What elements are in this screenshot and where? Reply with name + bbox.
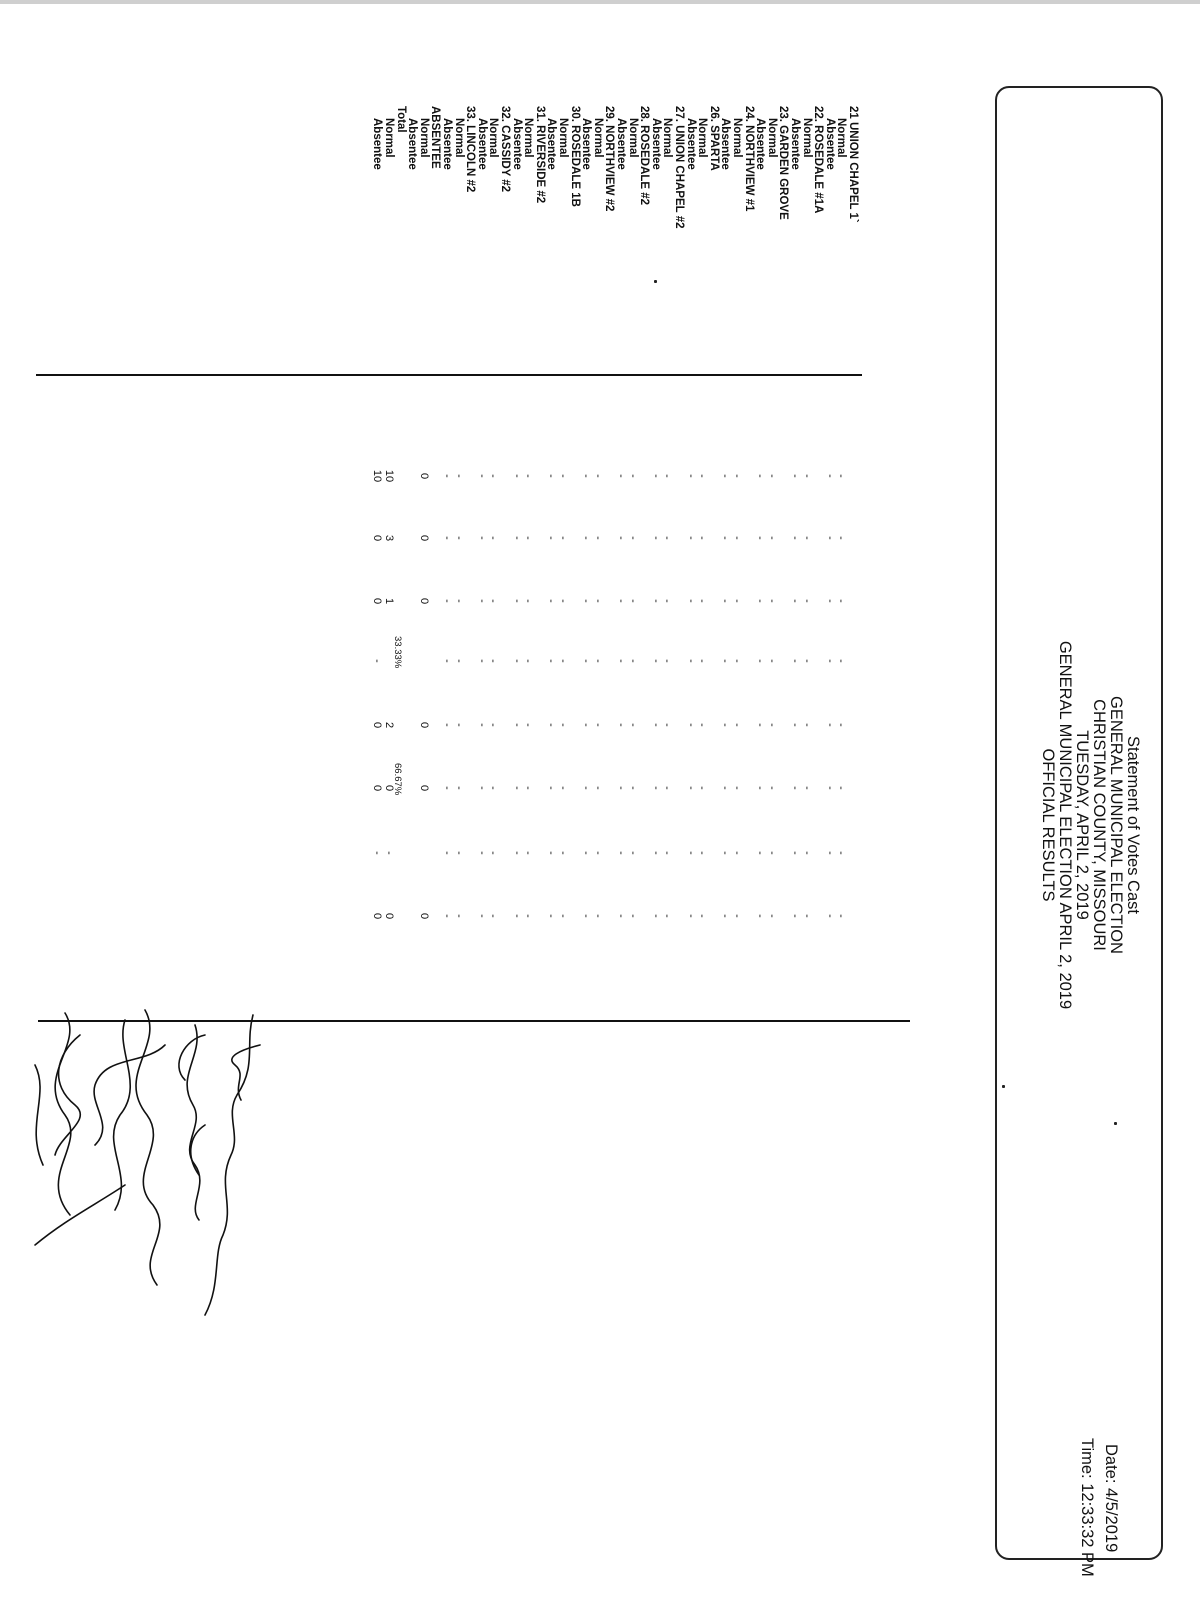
vote-count-cell: - <box>765 914 778 918</box>
report-title-block <box>1039 88 1141 1562</box>
vote-count-cell: - <box>557 786 569 790</box>
vote-count-cell: - <box>580 786 593 790</box>
vote-count-cell: - <box>557 536 569 540</box>
vote-count-cell: - <box>765 599 778 603</box>
vote-count-cell: - <box>835 536 848 540</box>
vote-count-cell: - <box>789 474 801 478</box>
vote-count-cell: - <box>754 599 767 603</box>
vote-count-cell: - <box>835 723 848 727</box>
vote-count-cell: - <box>754 536 767 540</box>
vote-count-cell: - <box>696 786 709 790</box>
vote-count-cell: - <box>452 723 465 727</box>
precinct-name: 32. CASSIDY #2 <box>499 106 511 193</box>
vote-count-cell: - <box>684 536 697 540</box>
vote-type-label: Normal <box>522 118 535 158</box>
vote-count-cell: - <box>789 599 801 603</box>
vote-type-label: Normal <box>696 118 709 158</box>
vote-count-cell: - <box>684 851 697 855</box>
vote-count-cell: 0 <box>417 597 430 605</box>
vote-count-cell: - <box>684 723 697 727</box>
vote-count-cell: 0 <box>383 784 395 792</box>
vote-type-label: Normal <box>487 118 500 158</box>
vote-count-cell: - <box>591 786 604 790</box>
vote-count-cell: - <box>591 599 604 603</box>
vote-count-cell: - <box>800 599 813 603</box>
vote-count-cell: - <box>510 851 523 855</box>
vote-count-cell: - <box>649 536 662 540</box>
precinct-name: 33. LINCOLN #2 <box>464 106 477 193</box>
vote-count-cell: - <box>487 659 500 663</box>
vote-count-cell: - <box>661 599 674 603</box>
vote-count-cell: - <box>545 786 558 790</box>
vote-count-cell: - <box>626 786 639 790</box>
vote-count-cell: 0 <box>383 912 395 920</box>
vote-type-label: Normal <box>452 118 465 158</box>
report-header <box>995 86 1163 1577</box>
vote-type-label: Normal <box>383 118 395 158</box>
scan-speck <box>1002 1085 1005 1088</box>
vote-count-cell: - <box>580 914 593 918</box>
vote-count-cell: - <box>754 474 767 478</box>
vote-count-cell: - <box>835 786 848 790</box>
vote-count-cell: - <box>591 851 604 855</box>
vote-count-cell: - <box>615 851 627 855</box>
vote-type-label: Normal <box>557 118 569 158</box>
vote-count-cell: - <box>615 786 627 790</box>
vote-count-cell: - <box>696 599 709 603</box>
vote-count-cell: - <box>789 659 801 663</box>
vote-count-cell: - <box>510 599 523 603</box>
vote-count-cell: - <box>800 851 813 855</box>
vote-count-cell: - <box>731 659 743 663</box>
vote-count-cell: - <box>591 474 604 478</box>
vote-count-cell: 10 <box>383 469 395 483</box>
vote-count-cell: - <box>823 536 836 540</box>
vote-count-cell: - <box>649 851 662 855</box>
vote-count-cell: - <box>789 914 801 918</box>
vote-count-cell: - <box>719 914 732 918</box>
vote-count-cell: - <box>441 659 453 663</box>
vote-count-cell: - <box>510 914 523 918</box>
vote-count-cell: - <box>522 536 535 540</box>
vote-count-cell: - <box>510 659 523 663</box>
column-header-rule <box>36 374 862 376</box>
vote-count-cell: - <box>765 536 778 540</box>
vote-type-label: Absentee <box>545 118 558 170</box>
vote-count-cell: - <box>615 659 627 663</box>
vote-count-cell: - <box>719 723 732 727</box>
vote-count-cell: - <box>765 786 778 790</box>
vote-count-cell: - <box>823 723 836 727</box>
vote-count-cell: - <box>487 599 500 603</box>
vote-count-cell: 0 <box>371 784 384 792</box>
vote-type-label: Absentee <box>649 118 662 170</box>
precinct-name: 29. NORTHVIEW #2 <box>603 106 616 212</box>
vote-count-cell: - <box>510 723 523 727</box>
vote-count-cell: 0 <box>417 534 430 542</box>
vote-type-label: Normal <box>765 118 778 158</box>
vote-count-cell: - <box>835 474 848 478</box>
vote-count-cell: - <box>522 851 535 855</box>
vote-type-label: Absentee <box>823 118 836 170</box>
vote-count-cell: - <box>591 914 604 918</box>
vote-count-cell: - <box>475 659 488 663</box>
scan-speck <box>654 280 657 283</box>
vote-count-cell: - <box>684 474 697 478</box>
vote-count-cell: - <box>441 786 453 790</box>
vote-count-cell: - <box>545 851 558 855</box>
precinct-name: 24. NORTHVIEW #1 <box>742 106 755 212</box>
vote-count-cell: - <box>580 599 593 603</box>
vote-count-cell: - <box>510 786 523 790</box>
vote-count-cell: - <box>765 659 778 663</box>
precinct-name: 21 UNION CHAPEL 1` <box>847 106 859 223</box>
vote-count-cell: - <box>591 659 604 663</box>
vote-count-cell: - <box>800 474 813 478</box>
vote-count-cell: - <box>765 723 778 727</box>
vote-count-cell: - <box>615 474 627 478</box>
vote-count-cell: - <box>522 599 535 603</box>
vote-count-cell: - <box>626 851 639 855</box>
vote-count-cell: - <box>545 536 558 540</box>
vote-count-cell: - <box>696 914 709 918</box>
vote-count-cell: - <box>731 599 743 603</box>
vote-count-cell: - <box>522 786 535 790</box>
official-signatures <box>15 1005 265 1365</box>
vote-count-cell: - <box>522 723 535 727</box>
vote-type-label: Normal <box>417 118 430 158</box>
vote-type-label: Absentee <box>789 118 801 170</box>
precinct-name: 31. RIVERSIDE #2 <box>533 106 546 204</box>
vote-count-cell: - <box>661 851 674 855</box>
vote-type-label: Absentee <box>510 118 523 170</box>
vote-count-cell: - <box>696 851 709 855</box>
vote-count-cell: - <box>719 659 732 663</box>
vote-count-cell: - <box>684 599 697 603</box>
vote-count-cell: - <box>649 474 662 478</box>
vote-count-cell: - <box>522 659 535 663</box>
vote-count-cell: - <box>615 536 627 540</box>
vote-count-cell: - <box>765 474 778 478</box>
vote-count-cell: - <box>696 474 709 478</box>
vote-count-cell: - <box>452 914 465 918</box>
vote-count-cell: - <box>661 786 674 790</box>
vote-count-cell: - <box>580 659 593 663</box>
vote-count-cell: - <box>696 723 709 727</box>
vote-count-cell: - <box>475 851 488 855</box>
vote-count-cell: - <box>487 536 500 540</box>
vote-count-cell: - <box>823 786 836 790</box>
vote-count-cell: - <box>441 723 453 727</box>
vote-count-cell: - <box>823 474 836 478</box>
vote-count-cell: - <box>754 659 767 663</box>
vote-count-cell: - <box>452 474 465 478</box>
vote-count-cell: - <box>510 536 523 540</box>
vote-count-cell: - <box>580 536 593 540</box>
vote-count-cell: - <box>591 723 604 727</box>
vote-count-cell: - <box>557 599 569 603</box>
vote-count-cell: - <box>731 851 743 855</box>
vote-count-cell: - <box>649 786 662 790</box>
vote-count-cell: 0 <box>371 534 384 542</box>
vote-count-cell: - <box>661 914 674 918</box>
vote-type-label: Normal <box>731 118 743 158</box>
vote-count-cell: - <box>789 723 801 727</box>
vote-type-label: Normal <box>800 118 813 158</box>
title-line: GENERAL MUNICIPAL ELECTION <box>1107 696 1125 954</box>
vote-count-cell: - <box>765 851 778 855</box>
vote-count-cell: - <box>475 599 488 603</box>
vote-count-cell: - <box>754 723 767 727</box>
vote-count-cell: - <box>800 786 813 790</box>
vote-count-cell: - <box>800 914 813 918</box>
vote-count-cell: - <box>661 659 674 663</box>
vote-count-cell: - <box>545 659 558 663</box>
vote-count-cell: - <box>719 599 732 603</box>
vote-count-cell: 0 <box>417 784 430 792</box>
vote-type-label: Absentee <box>371 118 384 170</box>
vote-count-cell: - <box>626 536 639 540</box>
vote-count-cell: - <box>731 914 743 918</box>
vote-count-cell: - <box>475 536 488 540</box>
vote-count-cell: - <box>371 659 384 663</box>
vote-count-cell: - <box>441 599 453 603</box>
vote-count-cell: - <box>557 723 569 727</box>
precinct-name: 28. ROSEDALE #2 <box>638 106 651 206</box>
vote-count-cell: - <box>754 786 767 790</box>
vote-count-cell: - <box>510 474 523 478</box>
vote-count-cell: - <box>487 786 500 790</box>
title-line: GENERAL MUNICIPAL ELECTION APRIL 2, 2019 <box>1056 640 1074 1010</box>
vote-count-cell: - <box>475 786 488 790</box>
vote-count-cell: - <box>823 659 836 663</box>
vote-count-cell: - <box>661 723 674 727</box>
vote-count-cell: - <box>383 851 395 855</box>
vote-count-cell: - <box>754 914 767 918</box>
vote-count-cell: 0 <box>417 912 430 920</box>
vote-count-cell: - <box>545 914 558 918</box>
vote-count-cell: - <box>522 474 535 478</box>
vote-count-cell: 0 <box>371 597 384 605</box>
vote-count-cell: - <box>452 599 465 603</box>
vote-count-cell: 0 <box>417 721 430 729</box>
vote-count-cell: - <box>823 851 836 855</box>
vote-count-cell: - <box>580 723 593 727</box>
vote-count-cell: - <box>835 914 848 918</box>
vote-percent: 33.33% <box>392 636 403 669</box>
vote-count-cell: - <box>441 536 453 540</box>
vote-count-cell: - <box>371 851 384 855</box>
vote-count-cell: - <box>719 536 732 540</box>
vote-count-cell: - <box>626 914 639 918</box>
vote-count-cell: - <box>487 474 500 478</box>
vote-count-cell: - <box>684 914 697 918</box>
vote-count-cell: - <box>789 851 801 855</box>
vote-count-cell: - <box>835 599 848 603</box>
vote-count-cell: 3 <box>383 534 395 542</box>
title-line: CHRISTIAN COUNTY, MISSOURI <box>1090 699 1108 951</box>
vote-count-cell: 0 <box>371 721 384 729</box>
vote-count-cell: - <box>626 474 639 478</box>
vote-type-label: Absentee <box>615 118 627 170</box>
precinct-name: 27. UNION CHAPEL #2 <box>673 106 685 229</box>
vote-count-cell: - <box>731 474 743 478</box>
vote-type-label: Normal <box>591 118 604 158</box>
vote-count-cell: - <box>487 723 500 727</box>
vote-count-cell: - <box>719 474 732 478</box>
precinct-name: 22. ROSEDALE #1A <box>812 106 825 214</box>
vote-type-label: Normal <box>835 118 848 158</box>
precinct-name: 23. GARDEN GROVE <box>777 106 790 220</box>
vote-count-cell: - <box>557 474 569 478</box>
vote-count-cell: - <box>731 786 743 790</box>
vote-count-cell: - <box>545 723 558 727</box>
vote-count-cell: - <box>719 786 732 790</box>
vote-count-cell: - <box>441 914 453 918</box>
vote-count-cell: - <box>754 851 767 855</box>
precinct-name: Total <box>394 106 407 133</box>
vote-type-label: Absentee <box>475 118 488 170</box>
vote-count-cell: - <box>441 851 453 855</box>
vote-count-cell: - <box>615 914 627 918</box>
vote-count-cell: 1 <box>383 597 395 605</box>
vote-count-cell: - <box>789 536 801 540</box>
precinct-name: ABSENTEE <box>429 106 442 169</box>
vote-count-cell: - <box>591 536 604 540</box>
vote-count-cell: - <box>557 851 569 855</box>
vote-count-cell: - <box>475 914 488 918</box>
vote-count-cell: - <box>649 659 662 663</box>
vote-type-label: Absentee <box>406 118 419 170</box>
title-line: TUESDAY, APRIL 2, 2019 <box>1073 730 1091 920</box>
vote-count-cell: - <box>696 536 709 540</box>
title-line: Statement of Votes Cast <box>1124 736 1142 914</box>
vote-count-cell: - <box>452 851 465 855</box>
vote-count-cell: - <box>626 599 639 603</box>
report-time: Time: 12:33:32 PM <box>1078 1438 1096 1577</box>
vote-count-cell: - <box>684 659 697 663</box>
vote-count-cell: - <box>545 474 558 478</box>
vote-count-cell: - <box>545 599 558 603</box>
vote-count-cell: 0 <box>417 472 430 480</box>
vote-count-cell: - <box>649 914 662 918</box>
vote-count-cell: - <box>522 914 535 918</box>
vote-count-cell: - <box>615 723 627 727</box>
vote-count-cell: - <box>452 786 465 790</box>
vote-count-cell: - <box>649 599 662 603</box>
report-date: Date: 4/5/2019 <box>1102 1444 1120 1553</box>
scan-speck <box>1114 1122 1117 1125</box>
vote-count-cell: 2 <box>383 721 395 729</box>
vote-count-cell: - <box>649 723 662 727</box>
vote-type-label: Absentee <box>441 118 453 170</box>
vote-count-cell: - <box>835 659 848 663</box>
vote-count-cell: - <box>487 851 500 855</box>
vote-count-cell: - <box>719 851 732 855</box>
vote-count-cell: - <box>800 659 813 663</box>
vote-count-cell: - <box>452 536 465 540</box>
vote-count-cell: - <box>731 723 743 727</box>
vote-count-cell: - <box>580 474 593 478</box>
title-line: OFFICIAL RESULTS <box>1039 748 1057 902</box>
vote-count-cell: - <box>823 599 836 603</box>
precinct-name: 26. SPARTA <box>707 106 720 171</box>
vote-count-cell: - <box>661 536 674 540</box>
vote-count-cell: - <box>452 659 465 663</box>
vote-count-cell: - <box>661 474 674 478</box>
vote-count-cell: - <box>441 474 453 478</box>
vote-count-cell: - <box>557 914 569 918</box>
vote-percent: 66.67% <box>392 763 403 796</box>
vote-type-label: Absentee <box>719 118 732 170</box>
vote-count-cell: - <box>615 599 627 603</box>
vote-count-cell: - <box>800 723 813 727</box>
vote-type-label: Normal <box>626 118 639 158</box>
vote-count-cell: - <box>696 659 709 663</box>
vote-type-label: Normal <box>661 118 674 158</box>
vote-count-cell: - <box>557 659 569 663</box>
vote-count-cell: - <box>800 536 813 540</box>
vote-count-cell: - <box>684 786 697 790</box>
vote-count-cell: - <box>626 659 639 663</box>
vote-count-cell: - <box>823 914 836 918</box>
vote-count-cell: - <box>580 851 593 855</box>
vote-type-label: Absentee <box>580 118 593 170</box>
vote-count-cell: - <box>475 723 488 727</box>
vote-count-cell: - <box>789 786 801 790</box>
vote-count-cell: 0 <box>371 912 384 920</box>
vote-count-cell: - <box>731 536 743 540</box>
vote-type-label: Absentee <box>684 118 697 170</box>
vote-count-cell: 10 <box>371 469 384 483</box>
vote-type-label: Absentee <box>754 118 767 170</box>
vote-count-cell: - <box>626 723 639 727</box>
vote-count-cell: - <box>487 914 500 918</box>
report-timestamp <box>1075 1438 1123 1577</box>
precinct-name: 30. ROSEDALE 1B <box>568 106 581 207</box>
vote-count-cell: - <box>835 851 848 855</box>
vote-count-cell: - <box>475 474 488 478</box>
